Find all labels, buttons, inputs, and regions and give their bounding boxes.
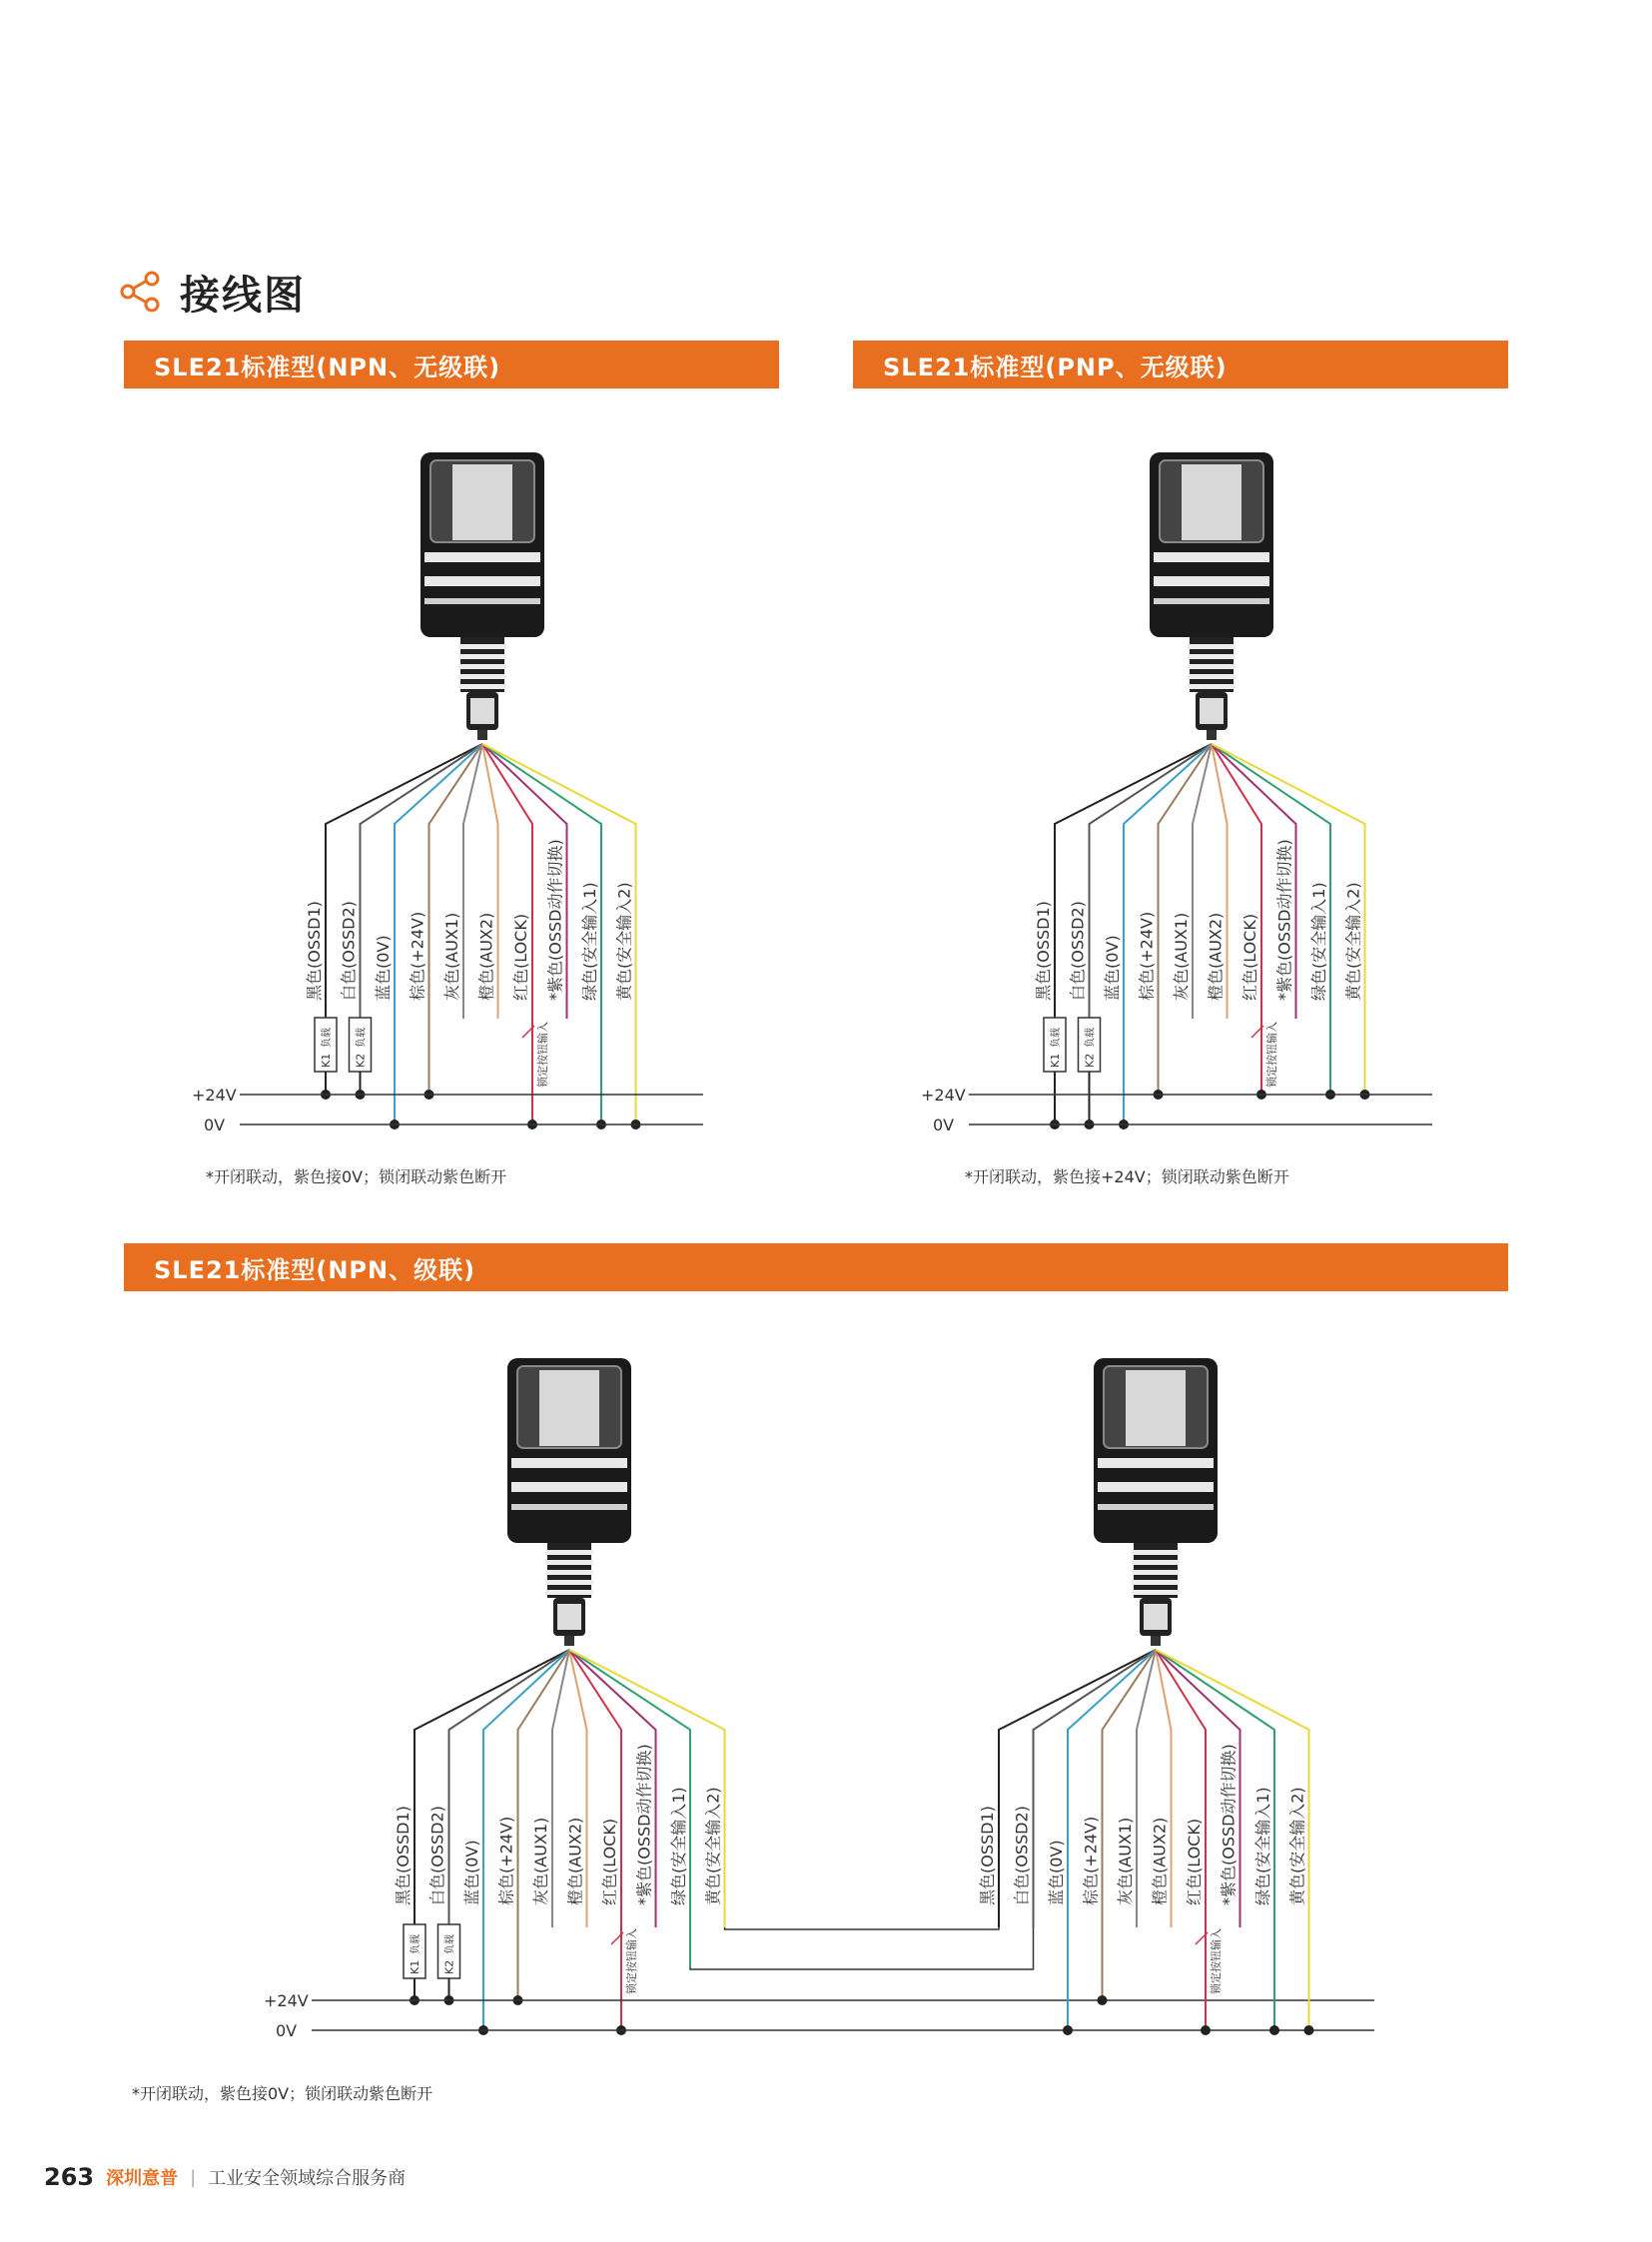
load-id: K2: [442, 1959, 456, 1974]
panel-header-pnp: SLE21标准型(PNP、无级联): [853, 341, 1508, 388]
page-number: 263: [44, 2163, 95, 2191]
load-label: 负载: [322, 1028, 333, 1048]
load-id: K2: [1083, 1053, 1097, 1068]
wire-label-6: 红色(LOCK): [600, 1818, 619, 1905]
load-label: 负载: [356, 1028, 368, 1048]
sensor-device: [507, 1358, 631, 1646]
junction-dot: [1269, 2025, 1279, 2035]
panel-header-npn: SLE21标准型(NPN、无级联): [124, 341, 779, 388]
wire-label-1: 白色(OSSD2): [427, 1806, 447, 1905]
wire-label-5: 橙色(AUX2): [565, 1817, 585, 1905]
load-id: K1: [409, 1959, 421, 1974]
wire-label-5: 橙色(AUX2): [1150, 1817, 1170, 1905]
wire-label-9: 黄色(安全输入2): [614, 882, 634, 1001]
load-label: 负载: [444, 1934, 456, 1954]
wire-label-8: 绿色(安全输入1): [669, 1787, 688, 1905]
wire-label-5: 橙色(AUX2): [476, 912, 496, 1001]
load-id: K1: [320, 1053, 333, 1068]
load-k2: [350, 1018, 372, 1100]
wire-5: [477, 744, 498, 1019]
wire-4: [531, 1650, 569, 1927]
wire-5: [1151, 1650, 1172, 1927]
wire-label-8: 绿色(安全输入1): [1253, 1787, 1272, 1905]
wire-label-1: 白色(OSSD2): [1068, 901, 1088, 1001]
load-k2: [438, 1924, 460, 2005]
rail-label-plus: +24V: [921, 1086, 966, 1105]
wire-label-3: 棕色(+24V): [1081, 1816, 1101, 1905]
wire-label-6: 红色(LOCK): [1185, 1818, 1204, 1905]
reset-switch: [611, 1928, 638, 1994]
load-label: 负载: [411, 1934, 421, 1954]
wire-label-7: *紫色(OSSD动作切换): [1219, 1744, 1239, 1905]
sensor-device: [420, 452, 544, 740]
load-label: 负载: [1085, 1028, 1097, 1048]
reset-label: 锁定按钮输入: [1265, 1022, 1278, 1088]
rail-label-zero: 0V: [933, 1116, 955, 1134]
load-label: 负载: [1051, 1028, 1062, 1048]
wire-label-0: 黑色(OSSD1): [1034, 901, 1053, 1001]
rail-label-plus: +24V: [264, 1991, 309, 2010]
junction-dot: [1098, 1995, 1108, 2005]
load-id: K1: [1049, 1053, 1062, 1068]
diagram-panel-npn: [192, 452, 703, 1186]
load-k2: [1079, 1018, 1101, 1129]
wire-5: [566, 1650, 587, 1927]
reset-switch: [1196, 1928, 1223, 1994]
wire-label-1: 白色(OSSD2): [1012, 1806, 1032, 1905]
rail-label-plus: +24V: [192, 1086, 237, 1105]
load-k1: [404, 1924, 425, 2005]
wire-label-9: 黄色(安全输入2): [1287, 1787, 1307, 1905]
wire-label-6: 红色(LOCK): [1240, 913, 1259, 1001]
wire-label-0: 黑色(OSSD1): [305, 901, 324, 1001]
wire-label-3: 棕色(+24V): [408, 911, 427, 1001]
sensor-device: [1150, 452, 1273, 740]
load-k1: [315, 1018, 337, 1100]
wire-label-3: 棕色(+24V): [496, 1816, 516, 1905]
wire-label-6: 红色(LOCK): [511, 913, 530, 1001]
company-name: 深圳意普: [106, 2168, 179, 2189]
wire-label-2: 蓝色(0V): [1047, 1840, 1066, 1905]
reset-label: 锁定按钮输入: [625, 1928, 638, 1994]
wire-label-4: 灰色(AUX1): [531, 1817, 550, 1905]
panel-note: *开闭联动，紫色接+24V；锁闭联动紫色断开: [965, 1167, 1289, 1186]
panel-note: *开闭联动，紫色接0V；锁闭联动紫色断开: [132, 2084, 433, 2103]
load-id: K2: [354, 1053, 368, 1068]
wire-label-4: 灰色(AUX1): [1116, 1817, 1135, 1905]
junction-dot: [1201, 2025, 1211, 2035]
wire-label-9: 黄色(安全输入2): [703, 1787, 723, 1905]
rail-label-zero: 0V: [276, 2021, 298, 2040]
sensor-device: [1094, 1358, 1218, 1646]
panel-note: *开闭联动，紫色接0V；锁闭联动紫色断开: [206, 1167, 507, 1186]
wire-label-2: 蓝色(0V): [462, 1840, 481, 1905]
wire-label-4: 灰色(AUX1): [1172, 912, 1191, 1001]
wire-label-9: 黄色(安全输入2): [1343, 882, 1363, 1001]
wire-label-0: 黑色(OSSD1): [978, 1806, 997, 1905]
wire-label-4: 灰色(AUX1): [442, 912, 461, 1001]
junction-dot: [1304, 2025, 1314, 2035]
reset-switch: [1251, 1022, 1278, 1088]
panel-header-npn-cascade: SLE21标准型(NPN、级联): [124, 1243, 1508, 1291]
wire-5: [1207, 744, 1228, 1019]
junction-dot: [1063, 2025, 1073, 2035]
footer: [44, 2163, 406, 2191]
diagram-panel-cascade-right: [978, 1358, 1314, 2035]
cascade-link: [690, 1927, 1034, 1969]
footer-separator: |: [190, 2166, 197, 2188]
wire-label-8: 绿色(安全输入1): [1309, 882, 1328, 1001]
wire-label-5: 橙色(AUX2): [1206, 912, 1226, 1001]
reset-label: 锁定按钮输入: [536, 1022, 549, 1088]
wire-label-1: 白色(OSSD2): [339, 901, 359, 1001]
wire-label-2: 蓝色(0V): [1103, 935, 1122, 1001]
reset-switch: [522, 1022, 549, 1088]
diagram-panel-pnp: [921, 452, 1432, 1186]
company-slogan: 工业安全领域综合服务商: [208, 2168, 407, 2189]
load-k1: [1044, 1018, 1066, 1129]
reset-label: 锁定按钮输入: [1210, 1928, 1223, 1994]
wire-label-8: 绿色(安全输入1): [580, 882, 599, 1001]
page-title: 接线图: [180, 272, 306, 319]
wire-label-2: 蓝色(0V): [374, 935, 393, 1001]
wire-label-7: *紫色(OSSD动作切换): [634, 1744, 654, 1905]
wire-label-7: *紫色(OSSD动作切换): [1274, 839, 1294, 1001]
rail-label-zero: 0V: [204, 1116, 226, 1134]
wire-label-7: *紫色(OSSD动作切换): [545, 839, 565, 1001]
wire-label-3: 棕色(+24V): [1137, 911, 1157, 1001]
wire-label-0: 黑色(OSSD1): [394, 1806, 413, 1905]
